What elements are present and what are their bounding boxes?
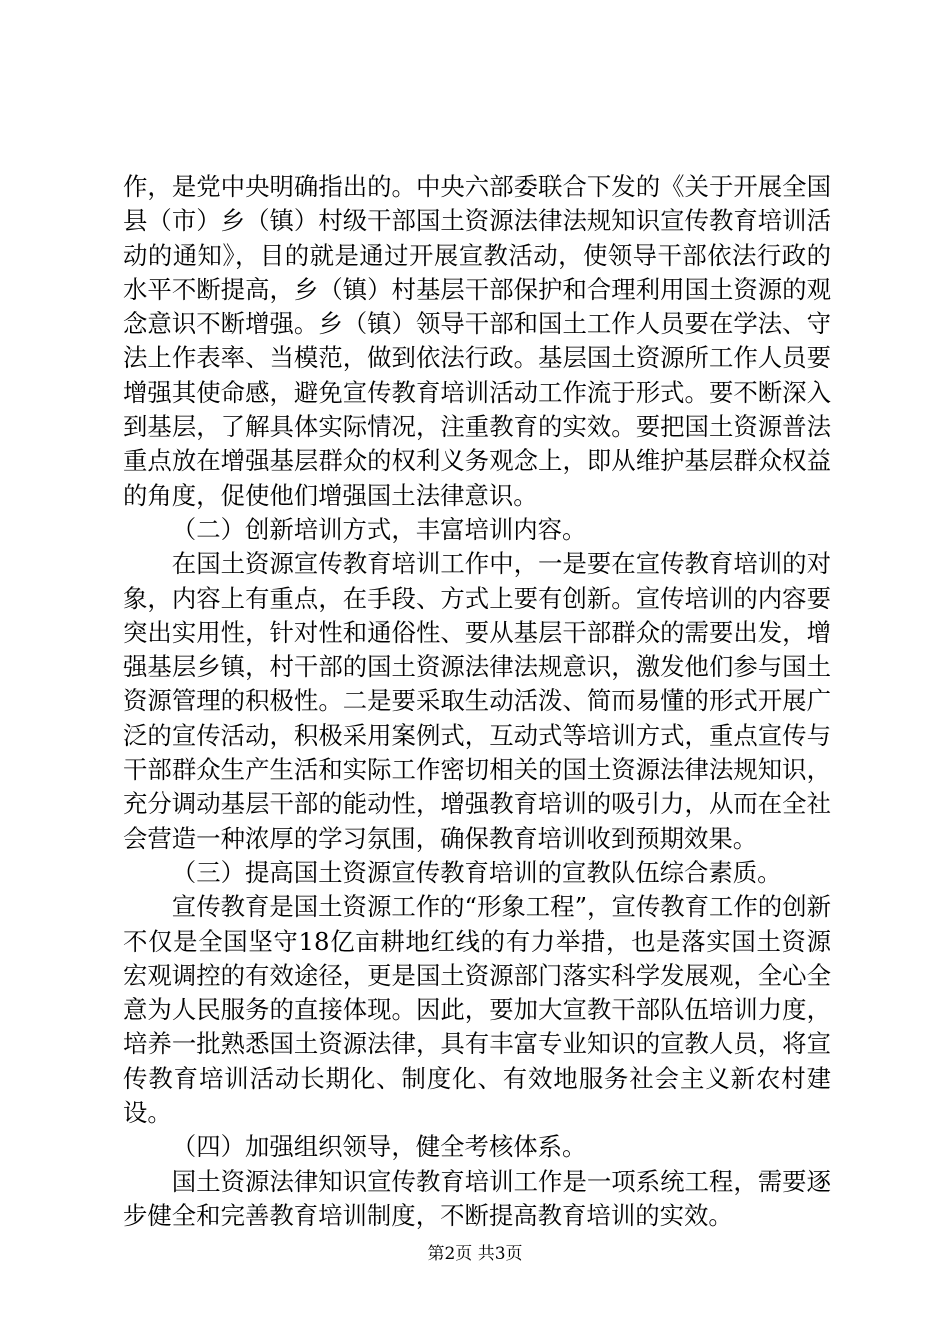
document-body [123, 170, 831, 1233]
paragraph-body-3: 宣传教育是国土资源工作的“形象工程”，宣传教育工作的创新不仅是全国坚守18亿亩耕地红线的有力举措，也是落实国土资源宏观调控的有效途径，更是国土资源部门落实科学发展观，全心全意为人民服务的直接体现。因此，要加大宣教干部队伍培训力度，培养一批熟悉国土资源法律，具有丰富专业知识的宣教人员，将宣传教育培训活动长期化、制度化、有效地服务社会主义新农村建设。 [123, 892, 831, 1128]
section-heading-2: （二）创新培训方式，丰富培训内容。 [171, 514, 587, 544]
paragraph-body-4: 国土资源法律知识宣传教育培训工作是一项系统工程，需要逐步健全和完善教育培训制度，不断提高教育培训的实效。 [123, 1166, 831, 1230]
page-footer [0, 1243, 950, 1265]
section-heading-3: （三）提高国土资源宣传教育培训的宣教队伍综合素质。 [171, 857, 782, 887]
paragraph-continuation: 作，是党中央明确指出的。中央六部委联合下发的《关于开展全国县（市）乡（镇）村级干部国土资源法律法规知识宣传教育培训活动的通知》，目的就是通过开展宣教活动，使领导干部依法行政的水平不断提高，乡（镇）村基层干部保护和合理利用国土资源的观念意识不断增强。乡（镇）领导干部和国土工作人员要在学法、守法上作表率、当模范，做到依法行政。基层国土资源所工作人员要增强其使命感，避免宣传教育培训活动工作流于形式。要不断深入到基层，了解具体实际情况，注重教育的实效。要把国土资源普法重点放在增强基层群众的权利义务观念上，即从维护基层群众权益的角度，促使他们增强国土法律意识。 [123, 172, 831, 510]
section-heading-4: （四）加强组织领导，健全考核体系。 [171, 1132, 587, 1162]
paragraph-body-2: 在国土资源宣传教育培训工作中，一是要在宣传教育培训的对象，内容上有重点，在手段、方式上要有创新。宣传培训的内容要突出实用性，针对性和通俗性、要从基层干部群众的需要出发，增强基层乡镇，村干部的国土资源法律法规意识，激发他们参与国土资源管理的积极性。二是要采取生动活泼、简而易懂的形式开展广泛的宣传活动，积极采用案例式，互动式等培训方式，重点宣传与干部群众生产生活和实际工作密切相关的国土资源法律法规知识，充分调动基层干部的能动性，增强教育培训的吸引力，从而在全社会营造一种浓厚的学习氛围，确保教育培训收到预期效果。 [123, 549, 831, 853]
page-number-label: 第2页 共3页 [427, 1244, 523, 1264]
